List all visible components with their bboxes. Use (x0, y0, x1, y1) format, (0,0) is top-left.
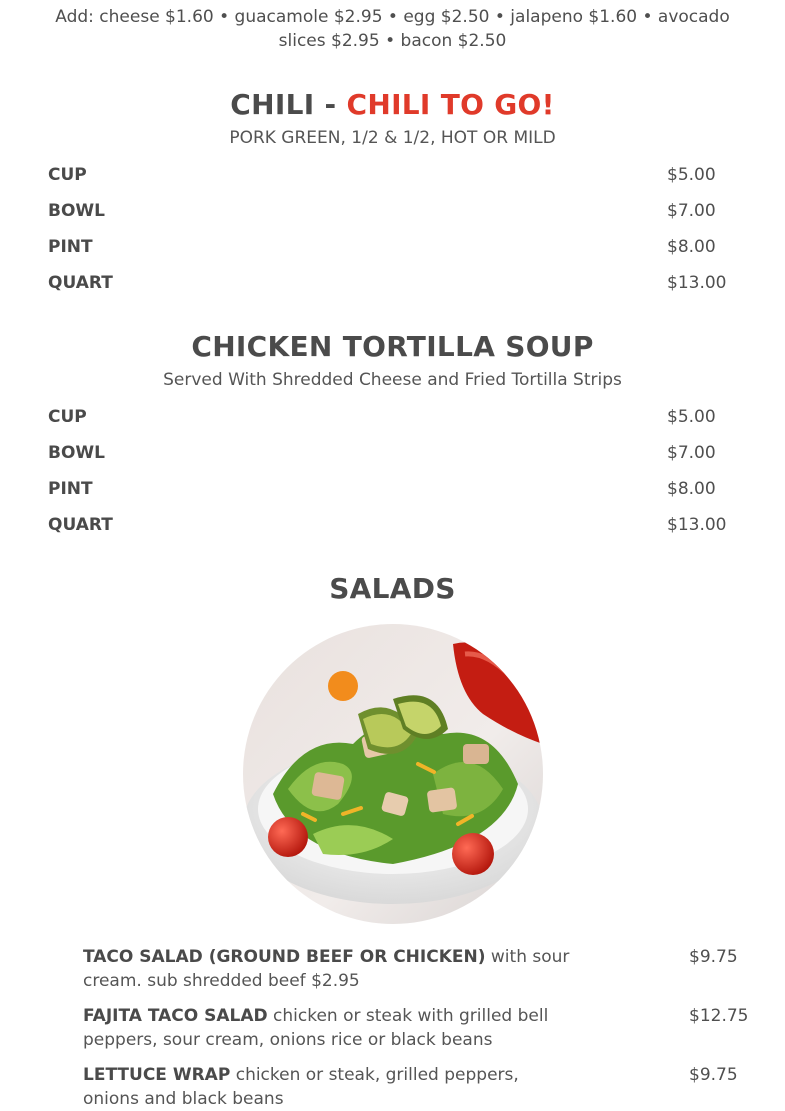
chili-heading (0, 88, 785, 121)
salad-detail: chicken or steak with grilled bell peppers, sour cream, onions rice or black beans (83, 1006, 549, 1050)
size-price: $7.00 (667, 201, 716, 221)
addons-note: Add: cheese $1.60 • guacamole $2.95 • egg $2.50 • jalapeno $1.60 • avocado slices $2.95 • bacon $2.50 (55, 7, 730, 51)
salad-menu-item (83, 945, 773, 993)
size-price: $13.00 (667, 515, 727, 535)
size-label: PINT (48, 237, 93, 257)
size-label: CUP (48, 407, 87, 427)
chili-subtitle: PORK GREEN, 1/2 & 1/2, HOT OR MILD (229, 128, 556, 148)
salad-price: $9.75 (689, 1065, 738, 1085)
soup-size-row (48, 405, 738, 429)
salad-description (83, 945, 573, 993)
salads-title: SALADS (329, 572, 456, 605)
soup-size-row (48, 513, 738, 537)
chili-size-row (48, 235, 738, 259)
salad-menu-item (83, 1063, 773, 1111)
chili-size-row (48, 271, 738, 295)
size-price: $8.00 (667, 479, 716, 499)
salad-price: $9.75 (689, 947, 738, 967)
soup-subtitle: Served With Shredded Cheese and Fried Tortilla Strips (163, 370, 622, 390)
size-label: QUART (48, 273, 113, 293)
size-label: QUART (48, 515, 113, 535)
soup-size-row (48, 441, 738, 465)
salad-detail: chicken or steak, grilled peppers, onions and black beans (83, 1065, 519, 1109)
size-label: PINT (48, 479, 93, 499)
size-price: $5.00 (667, 165, 716, 185)
chili-size-row (48, 199, 738, 223)
soup-size-row (48, 477, 738, 501)
size-label: BOWL (48, 443, 105, 463)
salad-description (83, 1004, 573, 1052)
salad-detail: with sour cream. sub shredded beef $2.95 (83, 947, 570, 991)
salad-photo (243, 624, 543, 924)
soup-title: CHICKEN TORTILLA SOUP (191, 330, 594, 363)
chili-title: CHILI - (230, 88, 347, 121)
salad-name: LETTUCE WRAP (83, 1065, 231, 1085)
salad-name: FAJITA TACO SALAD (83, 1006, 268, 1026)
size-price: $13.00 (667, 273, 727, 293)
size-label: BOWL (48, 201, 105, 221)
size-price: $8.00 (667, 237, 716, 257)
salad-menu-item (83, 1004, 773, 1052)
size-price: $7.00 (667, 443, 716, 463)
size-price: $5.00 (667, 407, 716, 427)
chili-size-row (48, 163, 738, 187)
chili-to-go-title: CHILI TO GO! (346, 88, 555, 121)
salad-description (83, 1063, 573, 1111)
size-label: CUP (48, 165, 87, 185)
salad-name: TACO SALAD (GROUND BEEF OR CHICKEN) (83, 947, 486, 967)
salad-image (243, 624, 543, 924)
salad-price: $12.75 (689, 1006, 749, 1026)
